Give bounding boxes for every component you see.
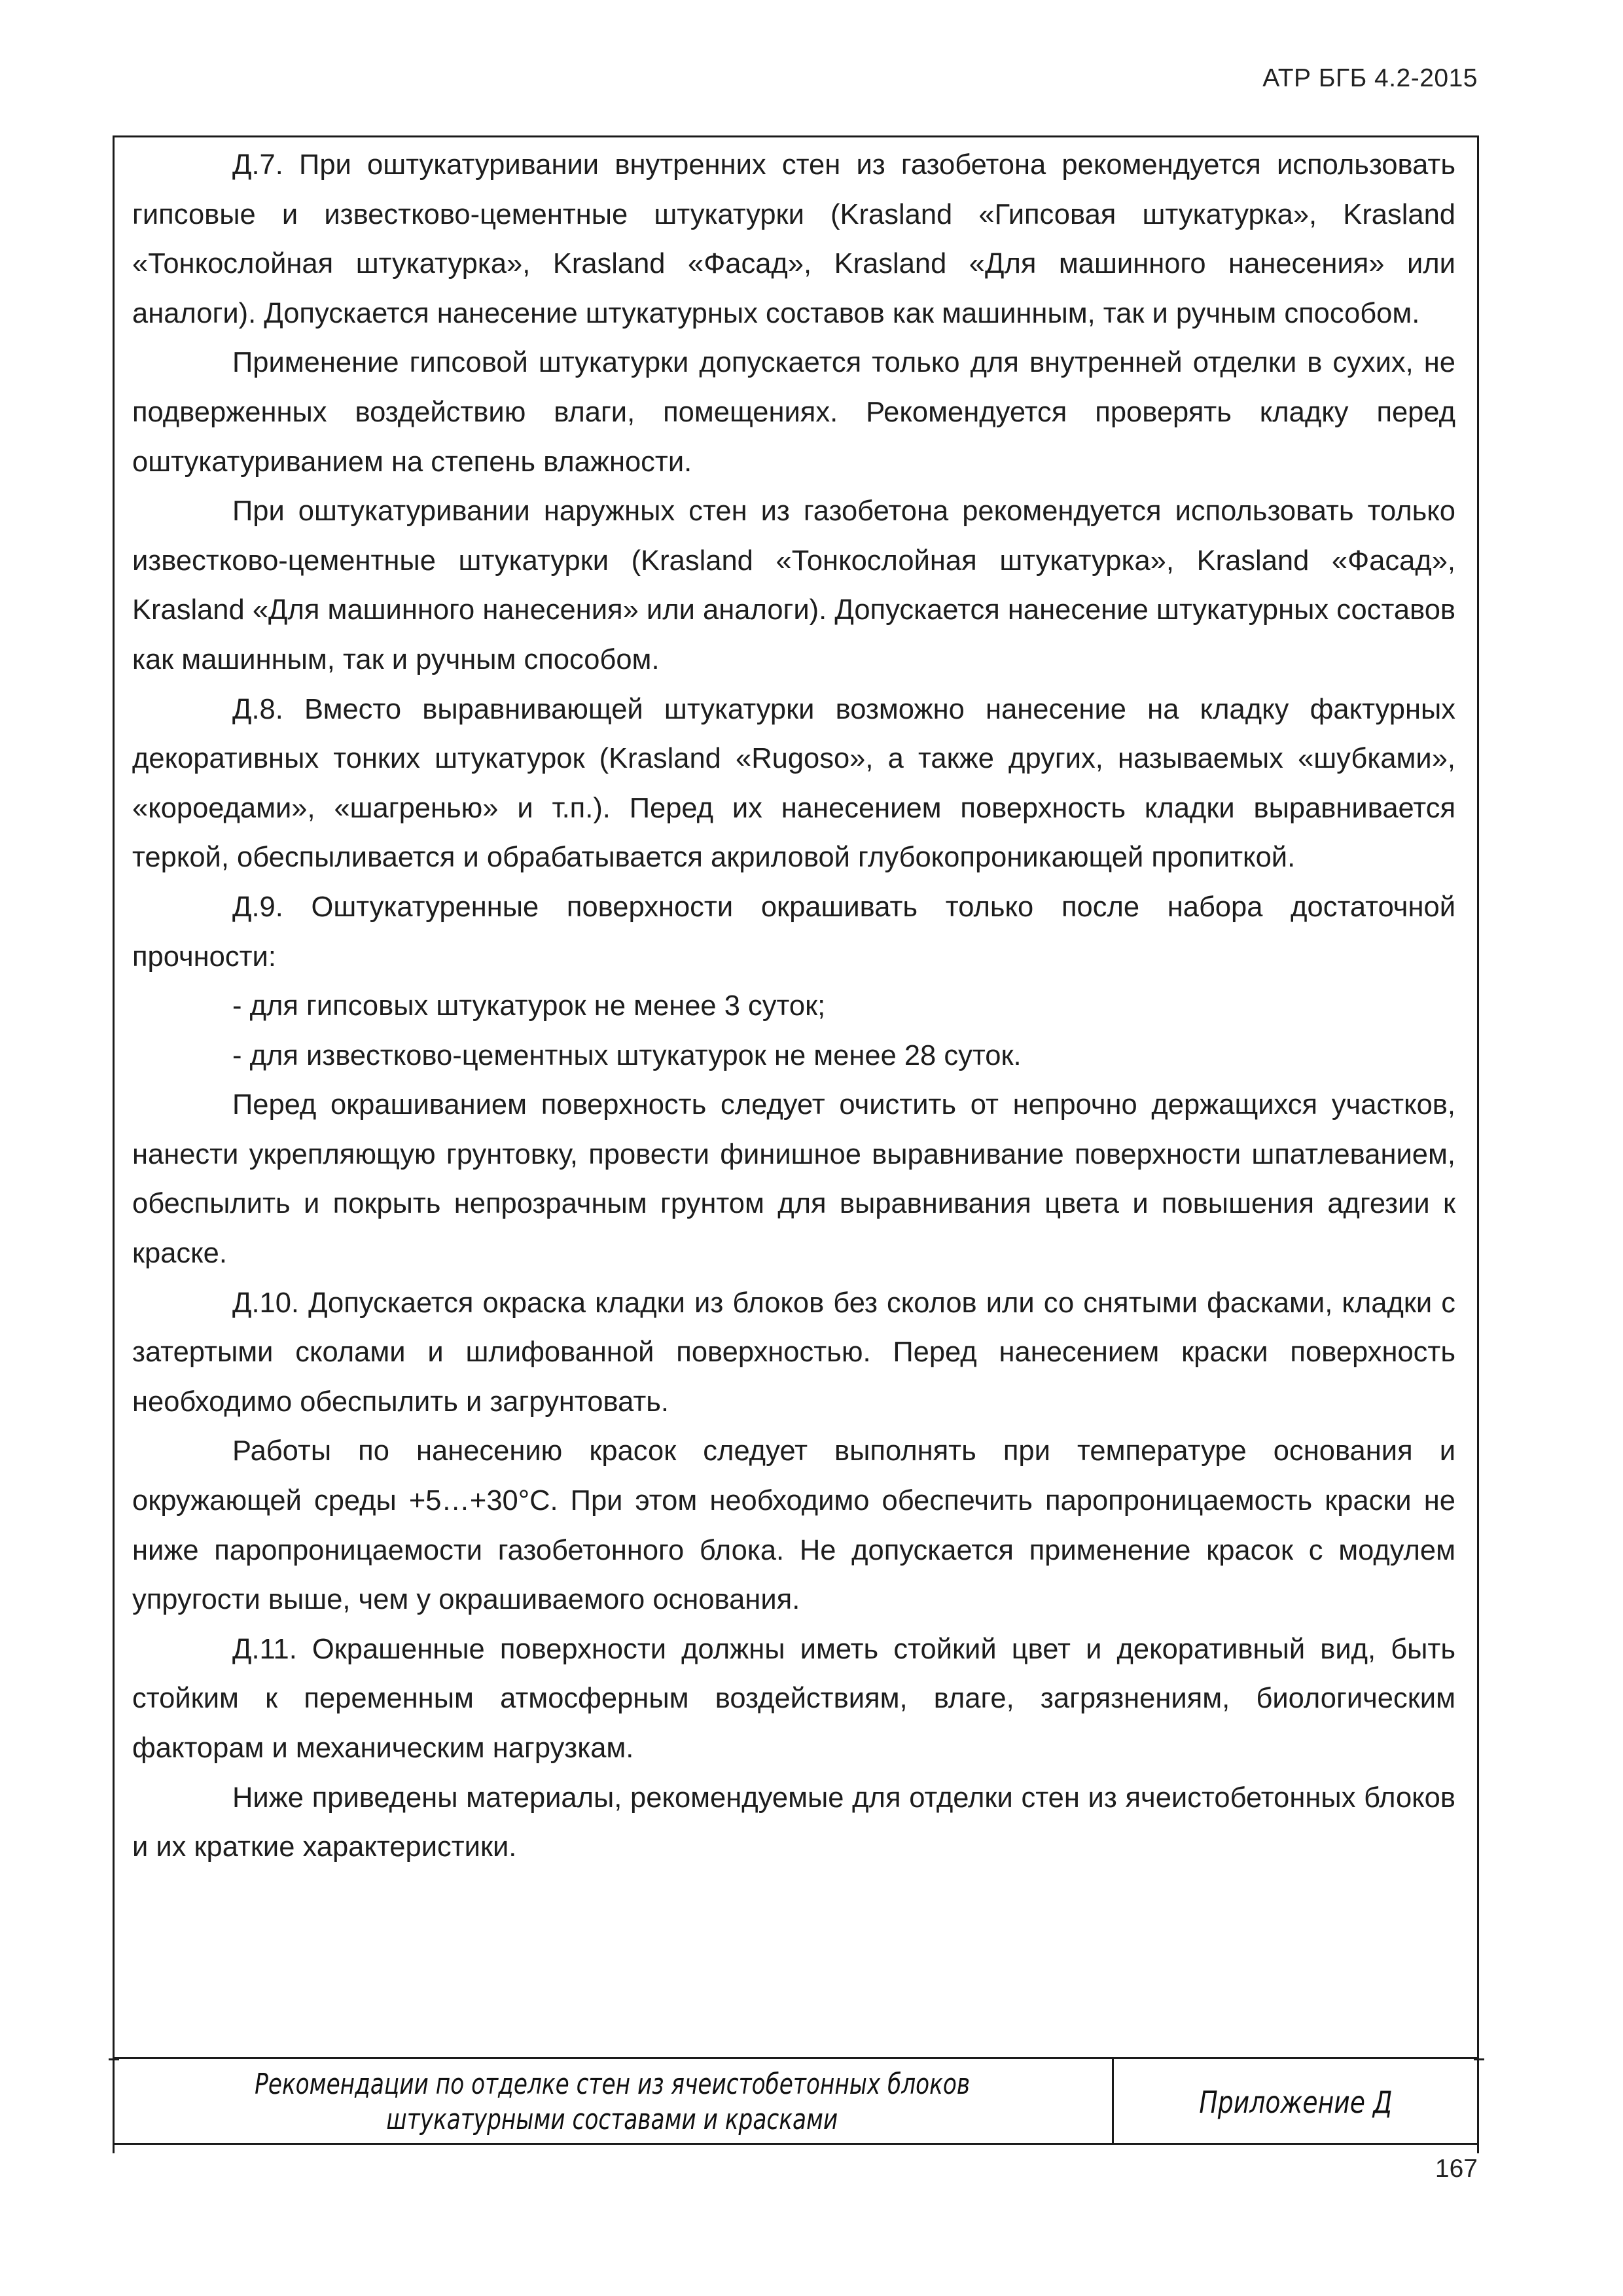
frame-tick-right-bottom (1477, 2144, 1479, 2153)
paragraph-d9: Д.9. Оштукатуренные поверхности окрашивать только после набора достаточной прочности: (132, 891, 1455, 973)
title-block-title (113, 2059, 1114, 2145)
paragraph-d11: Д.11. Окрашенные поверхности должны иметь стойкий цвет и декоративный вид, быть стойким к переменным атмосферным воздействиям, влаге, загрязнениям, биологическим факторам и механическим нагрузкам. (132, 1633, 1455, 1764)
title-line-2: штукатурными составами и красками (386, 2102, 838, 2136)
appendix-label: Приложение Д (1198, 2084, 1393, 2120)
frame-tick-left-bottom (113, 2144, 115, 2153)
body-text (132, 141, 1455, 1873)
paragraph-paint-work: Работы по нанесению красок следует выполнять при температуре основания и окружающей среды +5…+30°С. При этом необходимо обеспечить паропроницаемость краски не ниже паропроницаемости газобетонного блока. Не допускается применение красок с модулем упругости выше, чем у окрашиваемого основания. (132, 1435, 1455, 1616)
paragraph-d10: Д.10. Допускается окраска кладки из блоков без сколов или со снятыми фасками, кладки с затертыми сколами и шлифованной поверхностью. Перед нанесением краски поверхность необходимо обеспылить и загрунтовать. (132, 1287, 1455, 1418)
title-block (113, 2057, 1479, 2145)
frame-tick-right-top (1474, 2058, 1484, 2060)
frame-tick-left-top (109, 2058, 119, 2060)
paragraph-d8: Д.8. Вместо выравнивающей штукатурки возможно нанесение на кладку фактурных декоративных тонких штукатурок (Krasland «Rugoso», а также других, называемых «шубками», «короедами», «шагренью» и т.п.). Перед их нанесением поверхность кладки выравнивается теркой, обеспыливается и обрабатывается акриловой глубокопроникающей пропиткой. (132, 693, 1455, 874)
document-code: АТР БГБ 4.2-2015 (1262, 64, 1478, 92)
paragraph-materials-intro: Ниже приведены материалы, рекомендуемые для отделки стен из ячеистобетонных блоков и их краткие характеристики. (132, 1782, 1455, 1863)
list-item-gypsum: - для гипсовых штукатурок не менее 3 суток; (232, 990, 826, 1022)
paragraph-exterior-plaster: При оштукатуривании наружных стен из газобетона рекомендуется использовать только известково-цементные штукатурки (Krasland «Тонкослойная штукатурка», Krasland «Фасад», Krasland «Для машинного нанесения» или аналоги). Допускается нанесение штукатурных составов как машинным, так и ручным способом. (132, 495, 1455, 675)
paragraph-surface-prep: Перед окрашиванием поверхность следует очистить от непрочно держащихся участков, нанести укрепляющую грунтовку, провести финишное выравнивание поверхности шпатлеванием, обеспылить и покрыть непрозрачным грунтом для выравнивания цвета и повышения адгезии к краске. (132, 1089, 1455, 1270)
title-line-1: Рекомендации по отделке стен из ячеистобетонных блоков (255, 2067, 970, 2101)
paragraph-d7: Д.7. При оштукатуривании внутренних стен из газобетона рекомендуется использовать гипсовые и известково-цементные штукатурки (Krasland «Гипсовая штукатурка», Krasland «Тонкослойная штукатурка», Krasland «Фасад», Krasland «Для машинного нанесения» или аналоги). Допускается нанесение штукатурных составов как машинным, так и ручным способом. (132, 149, 1455, 329)
list-item-lime-cement: - для известково-цементных штукатурок не менее 28 суток. (232, 1039, 1022, 1071)
paragraph-gypsum-usage: Применение гипсовой штукатурки допускается только для внутренней отделки в сухих, не подверженных воздействию влаги, помещениях. Рекомендуется проверять кладку перед оштукатуриванием на степень влажности. (132, 347, 1455, 478)
title-block-appendix (1114, 2059, 1477, 2145)
page-number: 167 (1435, 2155, 1478, 2183)
